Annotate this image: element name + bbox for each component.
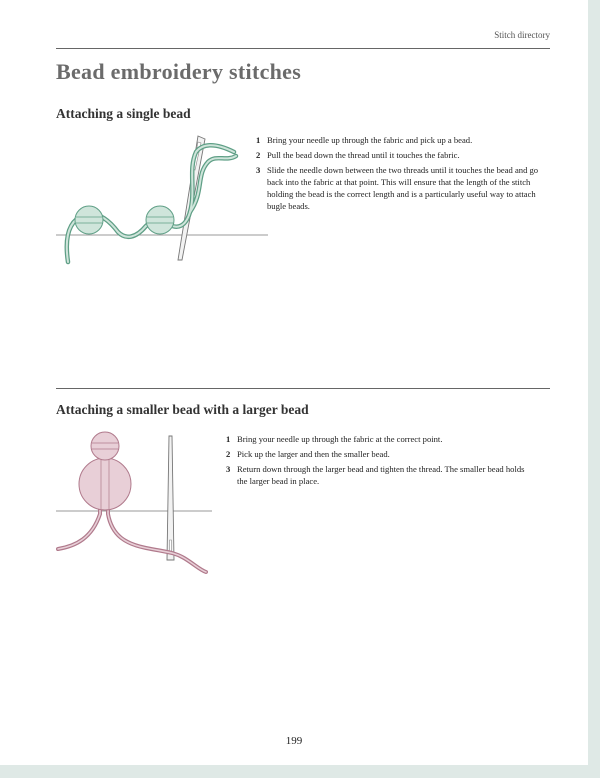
section-title-smaller-bead: Attaching a smaller bead with a larger bead (56, 402, 309, 417)
step-item (226, 448, 526, 460)
small-bead-icon (91, 432, 119, 460)
step-item (226, 433, 526, 445)
section-title-single-bead: Attaching a single bead (56, 106, 191, 121)
step-number: 3 (226, 464, 231, 474)
single-bead-steps (256, 134, 552, 215)
section-divider (56, 388, 550, 389)
step-item (256, 149, 552, 161)
needle-icon (167, 436, 174, 560)
running-header: Stitch directory (494, 30, 550, 40)
green-thread (67, 145, 236, 262)
smaller-bead-illustration (56, 428, 216, 576)
step-number: 1 (226, 434, 231, 444)
step-text: Bring your needle up through the fabric and pick up a bead. (267, 135, 473, 145)
bead-icon (75, 206, 103, 234)
step-number: 1 (256, 135, 261, 145)
step-item (256, 164, 552, 212)
step-number: 2 (226, 449, 231, 459)
step-item (226, 463, 526, 487)
step-item (256, 134, 552, 146)
step-text: Bring your needle up through the fabric at the correct point. (237, 434, 443, 444)
page-title: Bead embroidery stitches (56, 59, 302, 84)
step-text: Return down through the larger bead and tighten the thread. The smaller bead holds the larger bead in place. (237, 464, 525, 486)
header-rule (56, 48, 550, 49)
step-text: Pull the bead down the thread until it touches the fabric. (267, 150, 460, 160)
single-bead-illustration (56, 130, 271, 270)
step-text: Pick up the larger and then the smaller bead. (237, 449, 390, 459)
large-bead-icon (79, 458, 131, 510)
step-number: 2 (256, 150, 261, 160)
bead-icon (146, 206, 174, 234)
step-text: Slide the needle down between the two threads until it touches the bead and go back into the fabric at that point. This will ensure that the length of the stitch holding the bead is the correct length and is a particularly useful way to attach bugle beads. (267, 165, 539, 211)
page-number: 199 (285, 735, 303, 747)
step-number: 3 (256, 165, 261, 175)
smaller-bead-steps (226, 433, 526, 490)
